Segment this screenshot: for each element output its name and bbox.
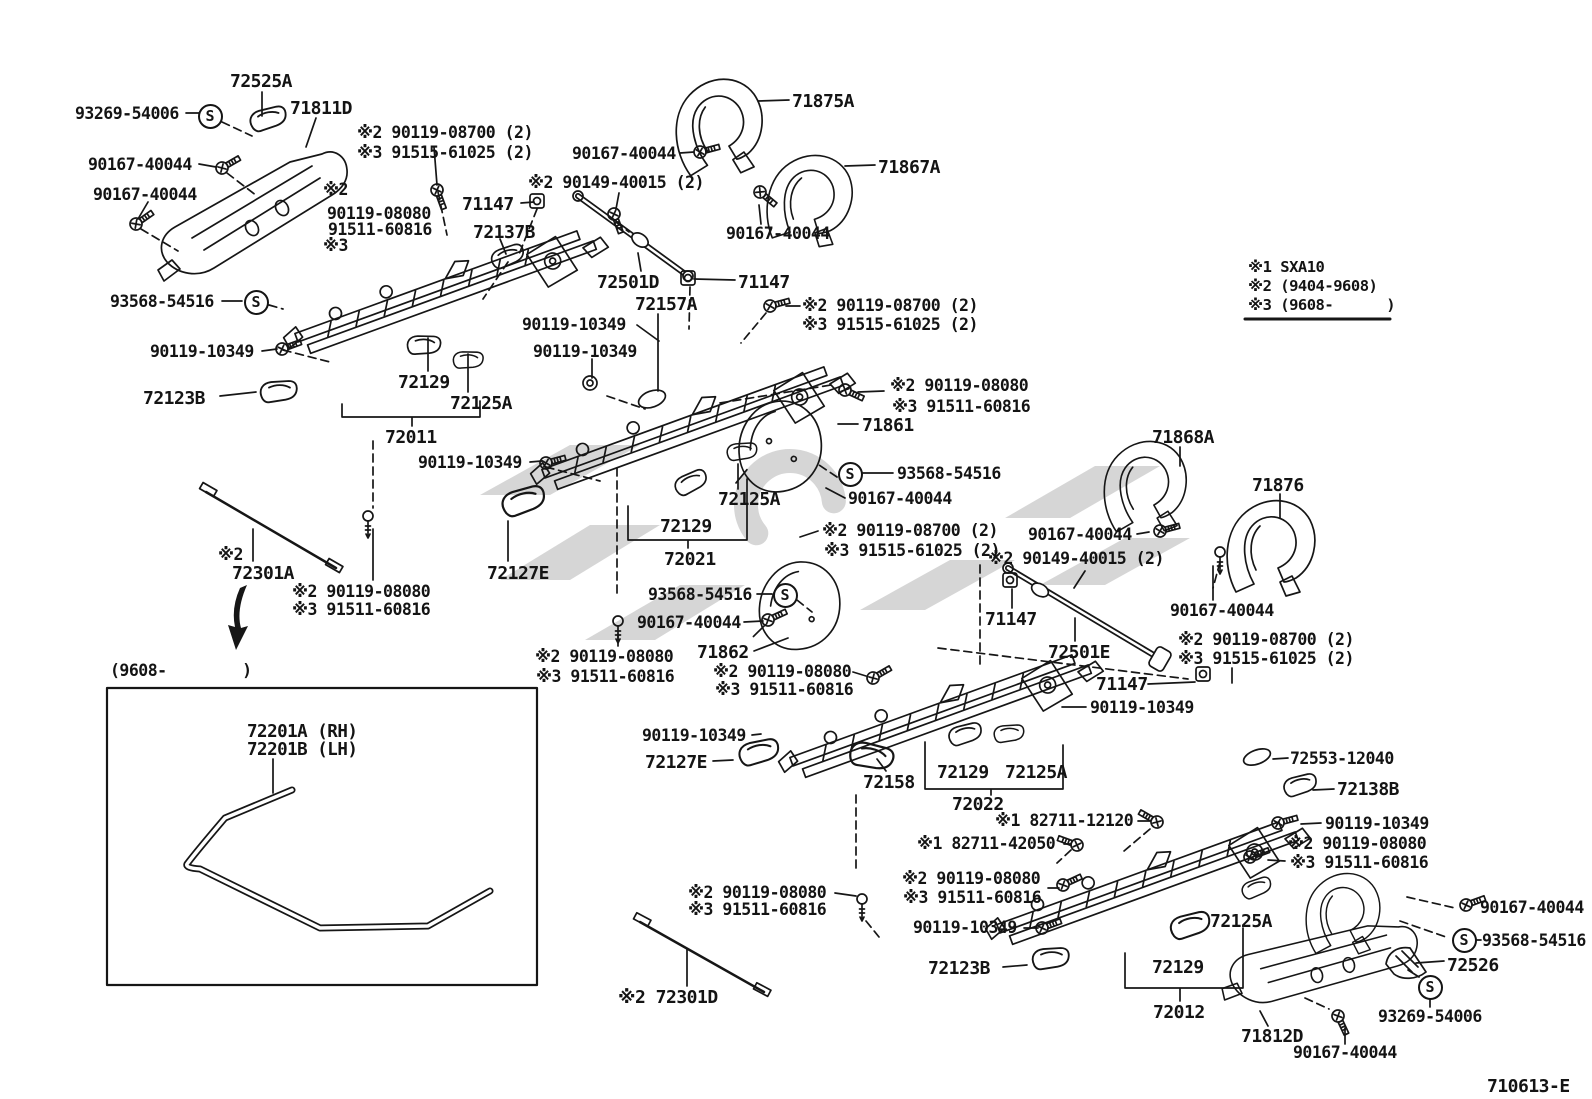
dashed-lines xyxy=(141,122,1455,1009)
label-72301a: 72301A xyxy=(232,563,295,584)
part-shape-72125A-c xyxy=(994,725,1024,742)
label-710613-e: 710613-E xyxy=(1487,1076,1570,1097)
label-93568-54516: 93568-54516 xyxy=(897,464,1001,483)
label-3-91511-60816: ※3 91511-60816 xyxy=(688,900,827,919)
label-71811d: 71811D xyxy=(290,98,353,119)
label-90167-40044: 90167-40044 xyxy=(1170,601,1274,620)
label-93269-54006: 93269-54006 xyxy=(75,104,179,123)
part-shape-72501D xyxy=(573,191,693,281)
label-71147: 71147 xyxy=(738,272,790,293)
label-72201a-rh: 72201A (RH) xyxy=(247,722,358,742)
label-72012: 72012 xyxy=(1153,1002,1205,1023)
label-2-90119-08080: ※2 90119-08080 xyxy=(713,662,852,681)
part-shape-72129-a xyxy=(407,334,441,356)
label-72021: 72021 xyxy=(664,549,716,570)
part-shape-72125A-b xyxy=(727,443,757,460)
label-9608: (9608- ) xyxy=(110,661,252,680)
label-93269-54006: 93269-54006 xyxy=(1378,1007,1482,1026)
label-71812d: 71812D xyxy=(1241,1026,1304,1047)
label-72123b: 72123B xyxy=(928,958,991,979)
part-shape-71876 xyxy=(1227,501,1315,596)
part-shape-72123B-a xyxy=(261,381,297,402)
s-marker-badge: S xyxy=(1418,975,1443,1000)
label-71147: 71147 xyxy=(985,609,1037,630)
part-shape-72129-c xyxy=(947,722,983,747)
label-2-90119-08080: ※2 90119-08080 xyxy=(890,376,1029,395)
label-90167-40044: 90167-40044 xyxy=(93,185,197,204)
label-90119-10349: 90119-10349 xyxy=(913,918,1017,937)
label-90119-10349: 90119-10349 xyxy=(150,342,254,361)
label-71868a: 71868A xyxy=(1152,427,1215,448)
label-2-90149-40015-2: ※2 90149-40015 (2) xyxy=(988,549,1164,568)
label-3-91515-61025-2: ※3 91515-61025 (2) xyxy=(802,315,978,334)
label-2-90119-08700-2: ※2 90119-08700 (2) xyxy=(357,123,533,142)
part-shape-72301D xyxy=(634,913,771,997)
label-90119-10349: 90119-10349 xyxy=(522,315,626,334)
part-shape-72129-b xyxy=(672,468,709,497)
s-marker-badge: S xyxy=(198,104,223,129)
label-3-91515-61025-2: ※3 91515-61025 (2) xyxy=(824,541,1000,560)
s-marker-badge: S xyxy=(1452,928,1477,953)
s-marker-badge: S xyxy=(773,583,798,608)
label-71867a: 71867A xyxy=(878,157,941,178)
label-3-9608: ※3 (9608- ) xyxy=(1248,296,1396,314)
part-shape-71862 xyxy=(752,555,846,656)
label-72501d: 72501D xyxy=(597,272,660,293)
label-72123b: 72123B xyxy=(143,388,206,409)
label-72158: 72158 xyxy=(863,772,915,793)
part-shape-72123B-b xyxy=(1033,948,1069,969)
label-71147: 71147 xyxy=(1096,674,1148,695)
label-1-82711-42050: ※1 82711-42050 xyxy=(917,834,1056,853)
label-72138b: 72138B xyxy=(1337,779,1400,800)
label-71862: 71862 xyxy=(697,642,749,663)
part-shape-72129-d xyxy=(1169,911,1212,941)
s-marker-badge: S xyxy=(838,462,863,487)
s-marker-badge: S xyxy=(244,290,269,315)
label-72022: 72022 xyxy=(952,794,1004,815)
label-90119-08080: 90119-08080 xyxy=(327,204,431,223)
arrow-down-into-box xyxy=(228,585,248,650)
label-3-91515-61025-2: ※3 91515-61025 (2) xyxy=(357,143,533,162)
label-90119-10349: 90119-10349 xyxy=(533,342,637,361)
label-90167-40044: 90167-40044 xyxy=(88,155,192,174)
label-72129: 72129 xyxy=(1152,957,1204,978)
label-72125a: 72125A xyxy=(1005,762,1068,783)
label-2-90149-40015-2: ※2 90149-40015 (2) xyxy=(528,173,704,192)
label-3-91511-60816: ※3 91511-60816 xyxy=(903,888,1042,907)
label-72501e: 72501E xyxy=(1048,642,1111,663)
label-3-91511-60816: ※3 91511-60816 xyxy=(892,397,1031,416)
label-3-91511-60816: ※3 91511-60816 xyxy=(292,600,431,619)
label-71861: 71861 xyxy=(862,415,914,436)
label-2-90119-08080: ※2 90119-08080 xyxy=(902,869,1041,888)
label-90119-10349: 90119-10349 xyxy=(1090,698,1194,717)
label-2: ※2 xyxy=(218,545,243,564)
label-90119-10349: 90119-10349 xyxy=(1325,814,1429,833)
label-90167-40044: 90167-40044 xyxy=(572,144,676,163)
label-72526: 72526 xyxy=(1447,955,1499,976)
label-2-90119-08080: ※2 90119-08080 xyxy=(535,647,674,666)
label-93568-54516: 93568-54516 xyxy=(1482,931,1586,950)
part-shape-72553 xyxy=(1241,746,1272,769)
label-3: ※3 xyxy=(323,236,348,255)
label-71875a: 71875A xyxy=(792,91,855,112)
part-shape-71875A xyxy=(669,74,769,181)
label-2-90119-08080: ※2 90119-08080 xyxy=(688,883,827,902)
label-90167-40044: 90167-40044 xyxy=(1293,1043,1397,1062)
label-90167-40044: 90167-40044 xyxy=(1028,525,1132,544)
label-1-82711-12120: ※1 82711-12120 xyxy=(995,811,1134,830)
label-72011: 72011 xyxy=(385,427,437,448)
part-shape-72021 xyxy=(526,342,861,514)
label-2-9404-9608: ※2 (9404-9608) xyxy=(1248,277,1378,295)
label-72129: 72129 xyxy=(660,516,712,537)
label-72201b-lh: 72201B (LH) xyxy=(247,740,358,760)
label-3-91511-60816: ※3 91511-60816 xyxy=(1290,853,1429,872)
label-2-90119-08080: ※2 90119-08080 xyxy=(1288,834,1427,853)
label-71876: 71876 xyxy=(1252,475,1304,496)
label-3-91515-61025-2: ※3 91515-61025 (2) xyxy=(1178,649,1354,668)
label-2-90119-08080: ※2 90119-08080 xyxy=(292,582,431,601)
part-shape-72157A xyxy=(636,387,668,412)
label-93568-54516: 93568-54516 xyxy=(648,585,752,604)
label-72157a: 72157A xyxy=(635,294,698,315)
label-90167-40044: 90167-40044 xyxy=(1480,898,1584,917)
label-72129: 72129 xyxy=(937,762,989,783)
part-shape-72138B xyxy=(1282,773,1318,798)
label-71147: 71147 xyxy=(462,194,514,215)
label-90167-40044: 90167-40044 xyxy=(848,489,952,508)
label-1-sxa10: ※1 SXA10 xyxy=(1248,258,1325,276)
label-90167-40044: 90167-40044 xyxy=(637,613,741,632)
label-72553-12040: 72553-12040 xyxy=(1290,749,1394,768)
label-2: ※2 xyxy=(323,180,348,199)
part-shape-72525A xyxy=(249,105,288,132)
label-2-90119-08700-2: ※2 90119-08700 (2) xyxy=(1178,630,1354,649)
label-72125a: 72125A xyxy=(450,393,513,414)
part-shape-72125A-d xyxy=(1240,876,1273,900)
label-3-91511-60816: ※3 91511-60816 xyxy=(536,667,675,686)
label-72125a: 72125A xyxy=(718,489,781,510)
label-3-91511-60816: ※3 91511-60816 xyxy=(715,680,854,699)
part-shape-71812D-hook xyxy=(1303,871,1383,957)
label-93568-54516: 93568-54516 xyxy=(110,292,214,311)
label-91511-60816: 91511-60816 xyxy=(328,220,432,239)
label-72129: 72129 xyxy=(398,372,450,393)
label-2-72301d: ※2 72301D xyxy=(618,987,718,1008)
part-shape-72201 xyxy=(187,790,490,928)
label-90119-10349: 90119-10349 xyxy=(642,726,746,745)
label-2-90119-08700-2: ※2 90119-08700 (2) xyxy=(822,521,998,540)
label-2-90119-08700-2: ※2 90119-08700 (2) xyxy=(802,296,978,315)
label-72137b: 72137B xyxy=(473,222,536,243)
label-72525a: 72525A xyxy=(230,71,293,92)
label-90119-10349: 90119-10349 xyxy=(418,453,522,472)
label-72125a: 72125A xyxy=(1210,911,1273,932)
label-90167-40044: 90167-40044 xyxy=(726,224,830,243)
label-72127e: 72127E xyxy=(645,752,708,773)
label-72127e: 72127E xyxy=(487,563,550,584)
